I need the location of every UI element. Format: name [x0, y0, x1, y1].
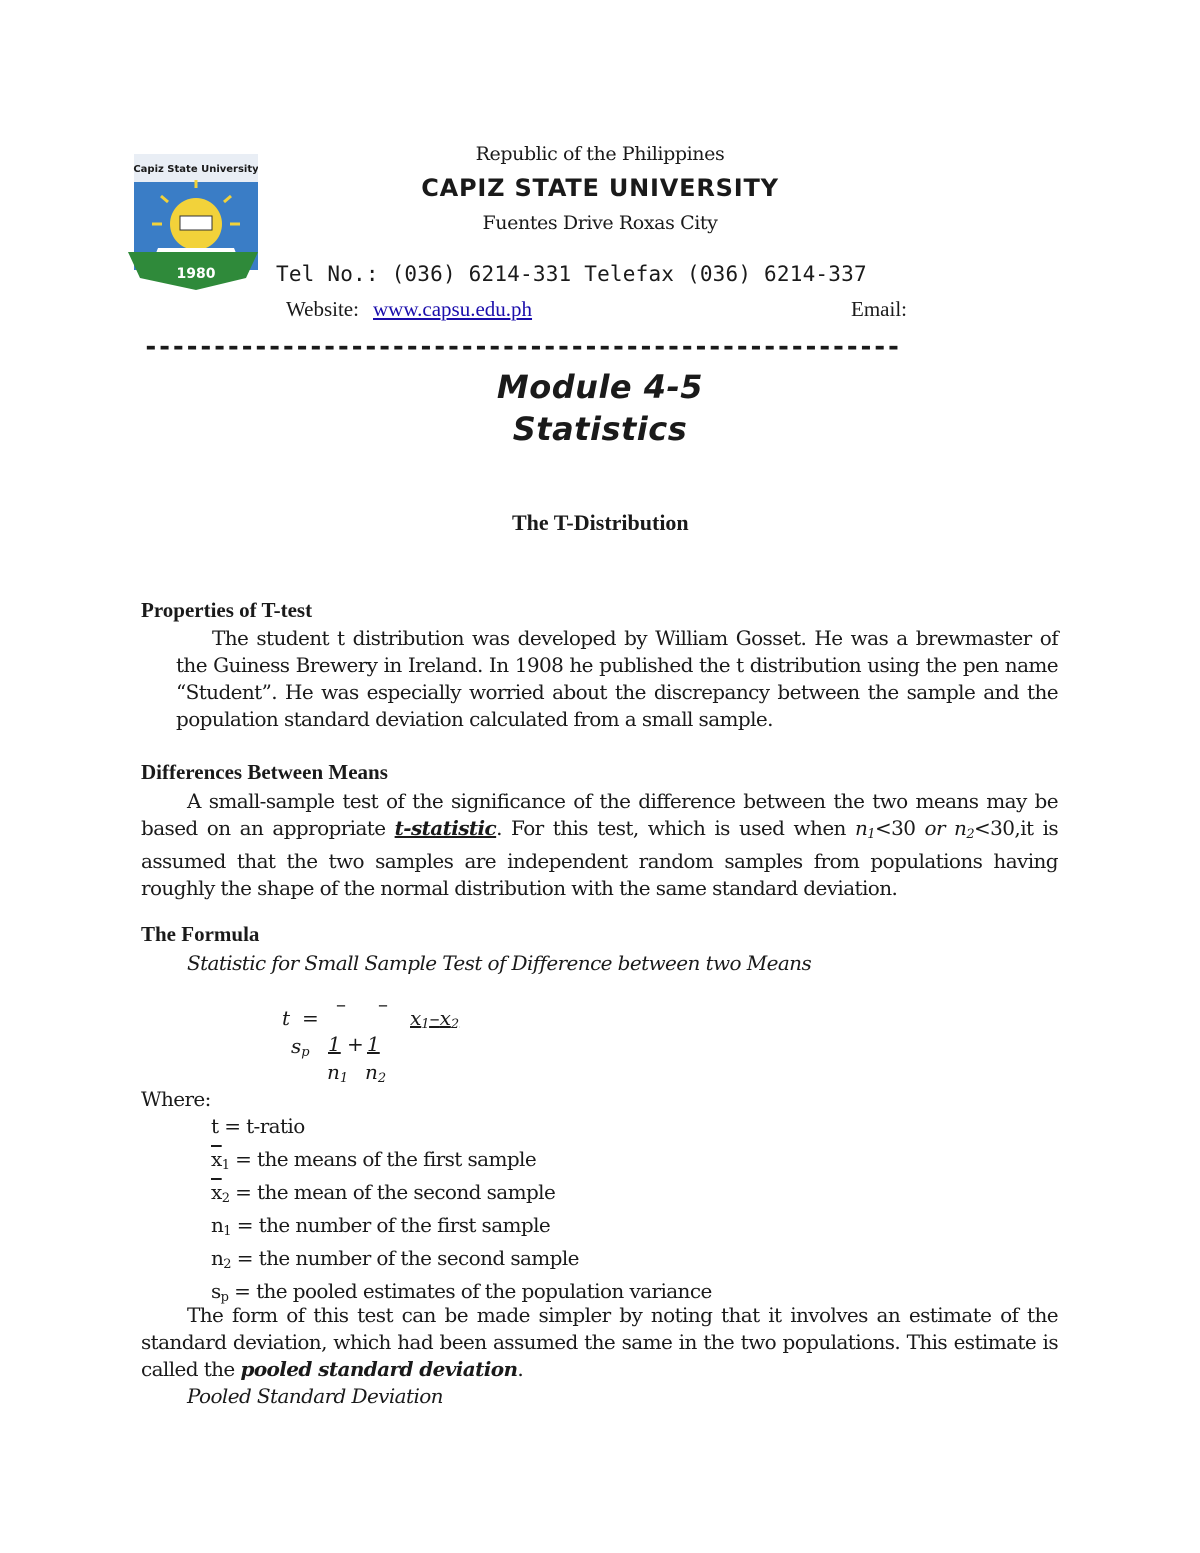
university-name: CAPIZ STATE UNIVERSITY [421, 174, 779, 202]
differences-text-3: it is assumed that the two samples are independent random samples from populations having roughly the shape of the normal distribution with the same standard deviation. [141, 816, 1059, 900]
formula-t: t [282, 1006, 291, 1030]
pooled-paragraph [141, 1302, 1058, 1383]
where-item [211, 1245, 712, 1278]
where-desc: = the number of the first sample [230, 1213, 551, 1237]
formula-x1: x [410, 1006, 422, 1030]
formula-numerator [410, 1006, 459, 1032]
lt30-a: <30 [874, 816, 925, 840]
or-word: or [924, 816, 945, 840]
formula-minus: – [429, 1006, 440, 1030]
pooled-text-2: . [517, 1357, 524, 1381]
lt30-b: <30, [974, 816, 1021, 840]
where-sym: t [211, 1114, 219, 1138]
n2-subscript: 2 [966, 827, 975, 842]
properties-paragraph: The student t distribution was developed by William Gosset. He was a brewmaster of the Guiness Brewery in Ireland. In 1908 he published the t distribution using the pen name “Student”. He was especially worried about the discrepancy between the sample and the population standard deviation calculated from a small sample. [176, 626, 1058, 731]
formula-bar-1: – [336, 992, 346, 1016]
formula-n1-sub: 1 [339, 1071, 349, 1086]
formula-bar-2: – [378, 992, 388, 1016]
where-sub: p [220, 1290, 229, 1305]
where-sub: 1 [223, 1224, 231, 1239]
formula-x2: x [439, 1006, 451, 1030]
n1-symbol: n [854, 816, 868, 840]
where-desc: = the number of the second sample [230, 1246, 579, 1270]
where-sub: 2 [223, 1257, 231, 1272]
where-item [211, 1113, 712, 1146]
formula-n1-n: n [327, 1060, 340, 1084]
formula-n2-n: n [365, 1060, 378, 1084]
formula-one-a: 1 [328, 1032, 341, 1056]
where-desc: = the pooled estimates of the population variance [228, 1279, 712, 1303]
where-sym: $\overline{x}$ [211, 1180, 222, 1204]
formula-sp-sub: p [301, 1045, 310, 1060]
formula-plus: + [347, 1032, 364, 1056]
where-item [211, 1212, 712, 1245]
where-sym: $\overline{x}$ [211, 1147, 222, 1171]
formula-n2 [365, 1060, 386, 1086]
differences-heading: Differences Between Means [141, 760, 388, 784]
where-desc: = t-ratio [218, 1114, 305, 1138]
pooled-caption: Pooled Standard Deviation [187, 1384, 443, 1408]
address-line: Fuentes Drive Roxas City [482, 212, 718, 234]
t-statistic-term: t-statistic [394, 816, 497, 840]
formula-equals: = [302, 1006, 319, 1030]
formula-sp [291, 1034, 310, 1060]
n2-symbol: n [944, 816, 967, 840]
formula-x1-sub: 1 [421, 1017, 430, 1032]
formula-n2-sub: 2 [377, 1071, 387, 1086]
properties-heading: Properties of T-test [141, 598, 313, 622]
where-sub: 1 [221, 1158, 230, 1173]
where-list [211, 1113, 712, 1311]
logo-banner-text: Capiz State University [133, 164, 258, 175]
where-desc: = the mean of the second sample [229, 1180, 556, 1204]
pooled-term: pooled standard deviation [240, 1357, 518, 1381]
differences-text-1: A small-sample test of the significance of the difference between the two means may be based on an appropriate [141, 789, 1058, 840]
pooled-text-1: The form of this test can be made simpler by noting that it involves an estimate of the standard deviation, which had been assumed the same in the two populations. This estimate is called the [141, 1303, 1058, 1381]
formula-x2-sub: 2 [450, 1017, 460, 1032]
module-title: Module 4-5 [496, 368, 704, 406]
where-sym: n [211, 1246, 224, 1270]
differences-text-2: . For this test, which is used when [496, 816, 855, 840]
where-desc: = the means of the first sample [229, 1147, 537, 1171]
phone-line: Tel No.: (036) 6214-331 Telefax (036) 6214-337 [276, 262, 867, 286]
website-label: Website: [286, 297, 359, 321]
formula-caption: Statistic for Small Sample Test of Difference between two Means [187, 951, 812, 975]
subject-title: Statistics [512, 410, 688, 448]
where-sym: n [211, 1213, 224, 1237]
header-divider: ------------------------------------------------------- [143, 332, 900, 362]
formula-sp-s: s [291, 1034, 302, 1058]
formula-one-b: 1 [367, 1032, 380, 1056]
formula-heading: The Formula [141, 922, 260, 946]
topic-title: The T-Distribution [512, 510, 689, 535]
where-item [211, 1179, 712, 1212]
formula-n1 [327, 1060, 348, 1086]
where-label: Where: [141, 1087, 211, 1111]
email-label: Email: [851, 297, 907, 321]
website-link[interactable]: www.capsu.edu.ph [373, 297, 533, 321]
logo-year: 1980 [176, 266, 216, 282]
n1-subscript: 1 [867, 827, 875, 842]
where-sym: s [211, 1279, 221, 1303]
where-item [211, 1146, 712, 1179]
where-sub: 2 [221, 1191, 230, 1206]
republic-line: Republic of the Philippines [475, 143, 725, 165]
